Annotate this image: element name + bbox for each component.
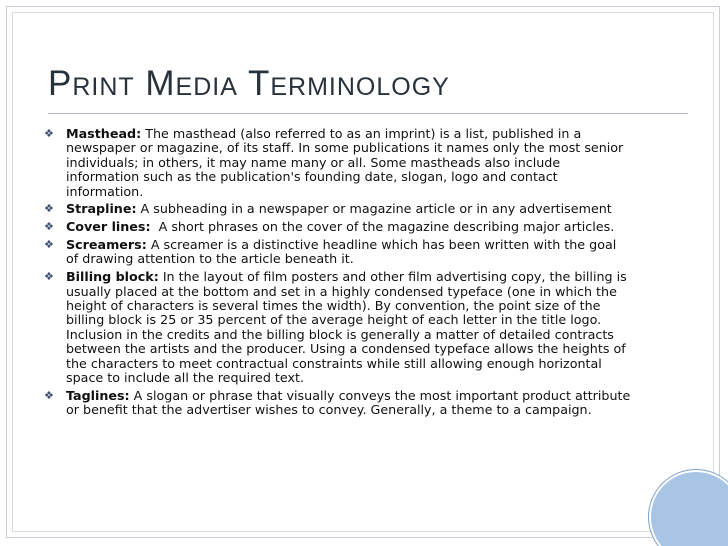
square-diamond-bullet-icon: ❖ — [44, 202, 54, 216]
term-label: Masthead: — [66, 126, 142, 141]
square-diamond-bullet-icon: ❖ — [44, 270, 54, 284]
square-diamond-bullet-icon: ❖ — [44, 127, 54, 140]
term-label: Screamers: — [66, 237, 147, 253]
list-item-masthead — [40, 127, 632, 199]
term-label: Taglines: — [66, 387, 130, 403]
term-definition: A short phrases on the cover of the magazine describing major articles. — [150, 219, 615, 235]
term-label: Cover lines: — [66, 219, 151, 235]
term-definition: A subheading in a newspaper or magazine article or in any advertisement — [136, 201, 612, 217]
square-diamond-bullet-icon: ❖ — [44, 388, 54, 402]
list-item-taglines — [40, 389, 632, 418]
term-definition: The masthead (also referred to as an imprint) is a list, published in a newspaper or magazine, of its staff. In some publications it names only the most senior individuals; in others, it may name many or all. Some mastheads also include information such as the publication's founding date, slogan, logo and contact information. — [66, 126, 624, 199]
term-definition: A screamer is a distinctive headline which has been written with the goal of drawing attention to the article beneath it. — [66, 237, 617, 267]
term-definition: A slogan or phrase that visually conveys the most important product attribute or benefit that the advertiser wishes to convey. Generally, a theme to a campaign. — [66, 387, 631, 418]
square-diamond-bullet-icon: ❖ — [44, 220, 54, 234]
list-item-cover-lines — [40, 220, 632, 234]
slide-title: Print Media Terminology — [48, 64, 450, 103]
list-item-strapline — [40, 202, 632, 216]
term-label: Billing block: — [66, 269, 159, 285]
term-definition: In the layout of film posters and other film advertising copy, the billing is usually placed at the bottom and set in a highly condensed typeface (one in which the height of characters is several times the width). By convention, the point size of the billing block is 25 or 35 percent of the average height of each letter in the title logo. Inclusion in the credits and the billing block is generally a matter of detailed contracts between the artists and the producer. Using a condensed typeface allows the heights of the characters to meet contractual constraints while still allowing enough horizontal space to include all the required text. — [66, 269, 627, 386]
list-item-billing-block — [40, 270, 632, 385]
title-divider — [48, 113, 688, 114]
terminology-list — [40, 127, 632, 421]
term-label: Strapline: — [66, 201, 137, 217]
square-diamond-bullet-icon: ❖ — [44, 238, 54, 252]
list-item-screamers — [40, 238, 632, 267]
